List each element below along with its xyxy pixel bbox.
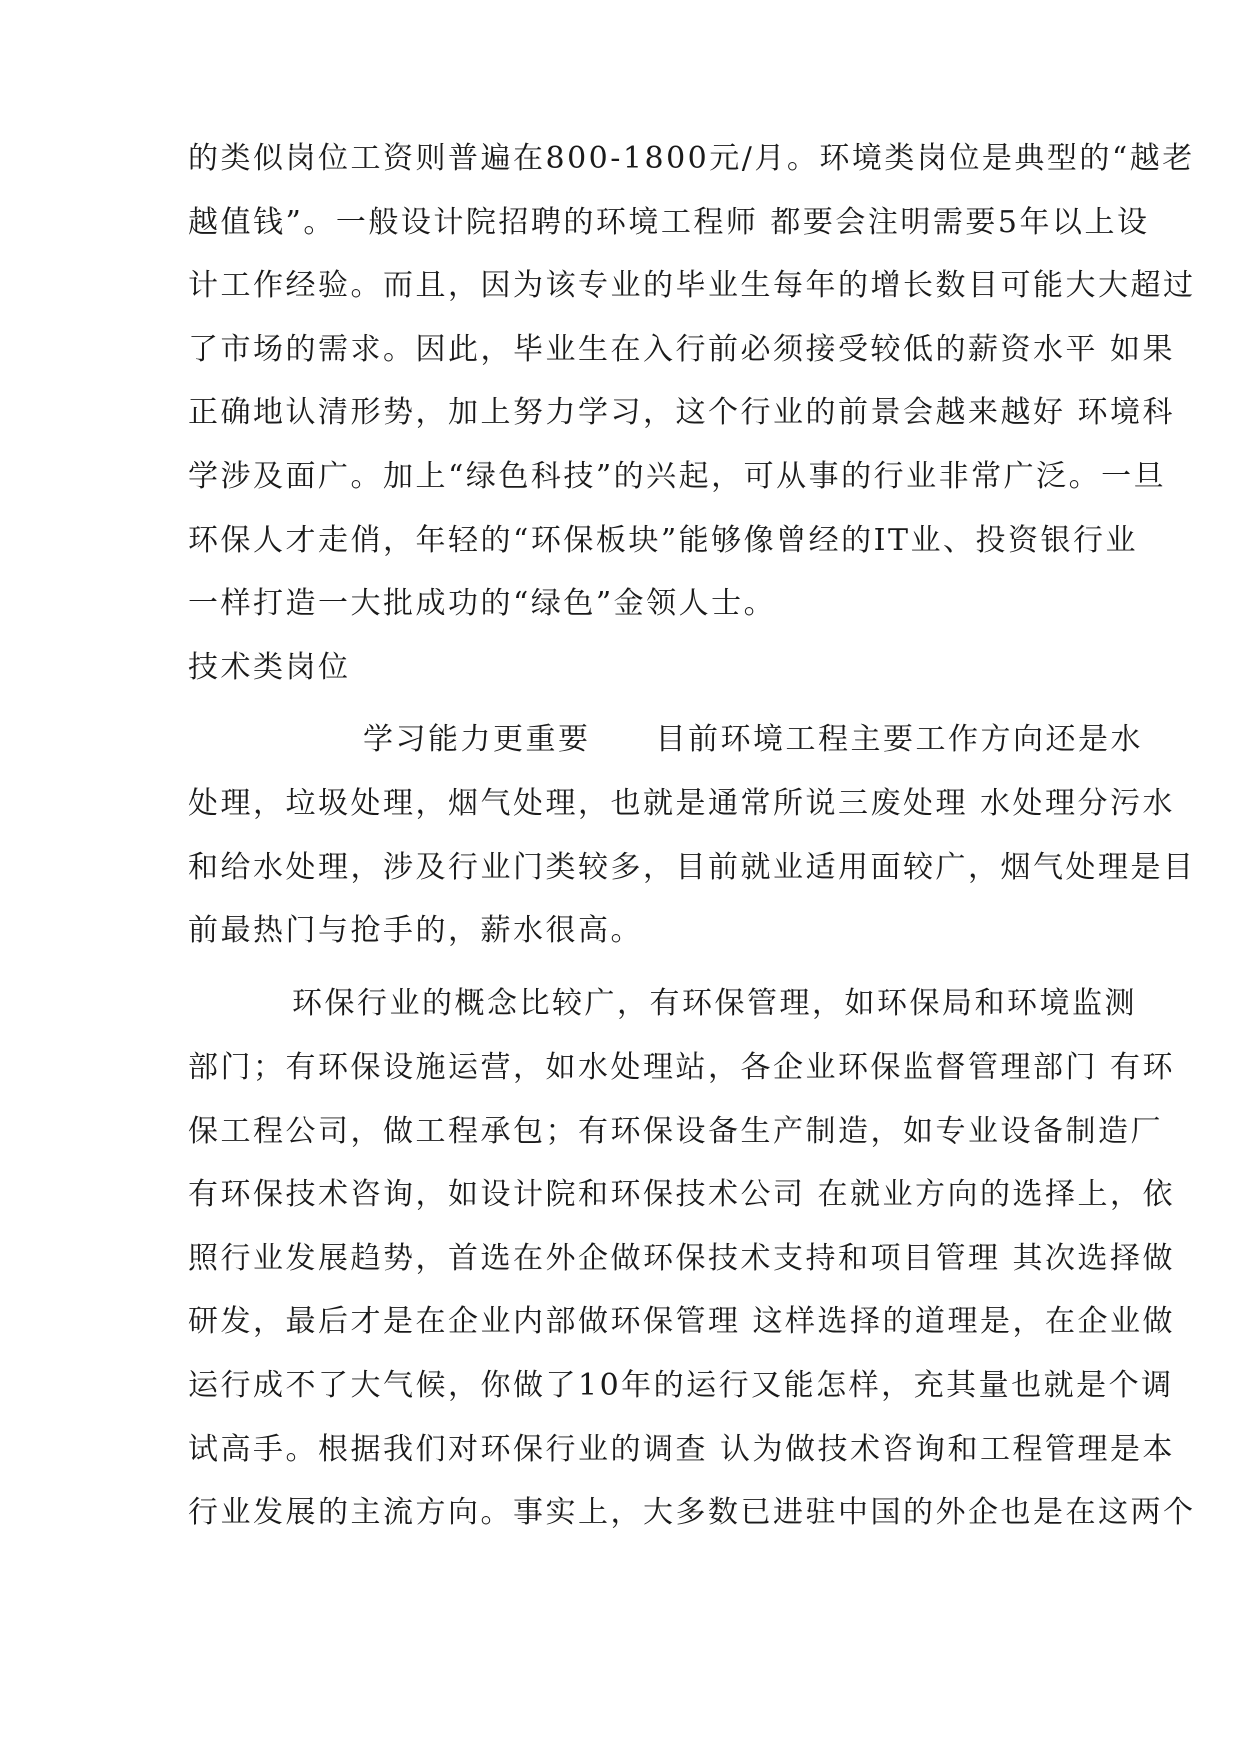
paragraph-line: 研发，最后才是在企业内部做环保管理 这样选择的道理是，在企业做 bbox=[188, 1304, 1176, 1339]
paragraph-line: 正确地认清形势，加上努力学习，这个行业的前景会越来越好 环境科 bbox=[188, 395, 1176, 430]
paragraph-line: 部门；有环保设施运营，如水处理站，各企业环保监督管理部门 有环 bbox=[188, 1050, 1176, 1085]
paragraph-line: 的类似岗位工资则普遍在800-1800元/月。环境类岗位是典型的“越老 bbox=[188, 141, 1195, 176]
paragraph-line: 有环保技术咨询，如设计院和环保技术公司 在就业方向的选择上，依 bbox=[188, 1177, 1176, 1212]
paragraph-line: 前最热门与抢手的，薪水很高。 bbox=[188, 913, 643, 948]
paragraph-line: 环保人才走俏，年轻的“环保板块”能够像曾经的IT业、投资银行业 bbox=[188, 523, 1139, 558]
section-heading: 技术类岗位 bbox=[188, 650, 351, 685]
paragraph-line: 处理，垃圾处理，烟气处理，也就是通常所说三废处理 水处理分污水 bbox=[188, 786, 1176, 821]
paragraph-line: 试高手。根据我们对环保行业的调查 认为做技术咨询和工程管理是本 bbox=[188, 1432, 1176, 1467]
paragraph-line: 运行成不了大气候，你做了10年的运行又能怎样，充其量也就是个调 bbox=[188, 1368, 1174, 1403]
paragraph-line: 环保行业的概念比较广，有环保管理，如环保局和环境监测 bbox=[292, 986, 1137, 1021]
paragraph-line: 和给水处理，涉及行业门类较多，目前就业适用面较广，烟气处理是目 bbox=[188, 850, 1196, 885]
paragraph-line: 行业发展的主流方向。事实上，大多数已进驻中国的外企也是在这两个 bbox=[188, 1495, 1196, 1530]
paragraph-line: 照行业发展趋势，首选在外企做环保技术支持和项目管理 其次选择做 bbox=[188, 1241, 1176, 1276]
paragraph-line: 越值钱”。一般设计院招聘的环境工程师 都要会注明需要5年以上设 bbox=[188, 205, 1150, 240]
paragraph-line: 学涉及面广。加上“绿色科技”的兴起，可从事的行业非常广泛。一旦 bbox=[188, 459, 1167, 494]
paragraph-line: 学习能力更重要 目前环境工程主要工作方向还是水 bbox=[363, 722, 1143, 757]
paragraph-line: 保工程公司，做工程承包；有环保设备生产制造，如专业设备制造厂 bbox=[188, 1114, 1163, 1149]
paragraph-line: 了市场的需求。因此，毕业生在入行前必须接受较低的薪资水平 如果 bbox=[188, 332, 1176, 367]
paragraph-line: 一样打造一大批成功的“绿色”金领人士。 bbox=[188, 586, 777, 621]
paragraph-line: 计工作经验。而且，因为该专业的毕业生每年的增长数目可能大大超过 bbox=[188, 268, 1196, 303]
